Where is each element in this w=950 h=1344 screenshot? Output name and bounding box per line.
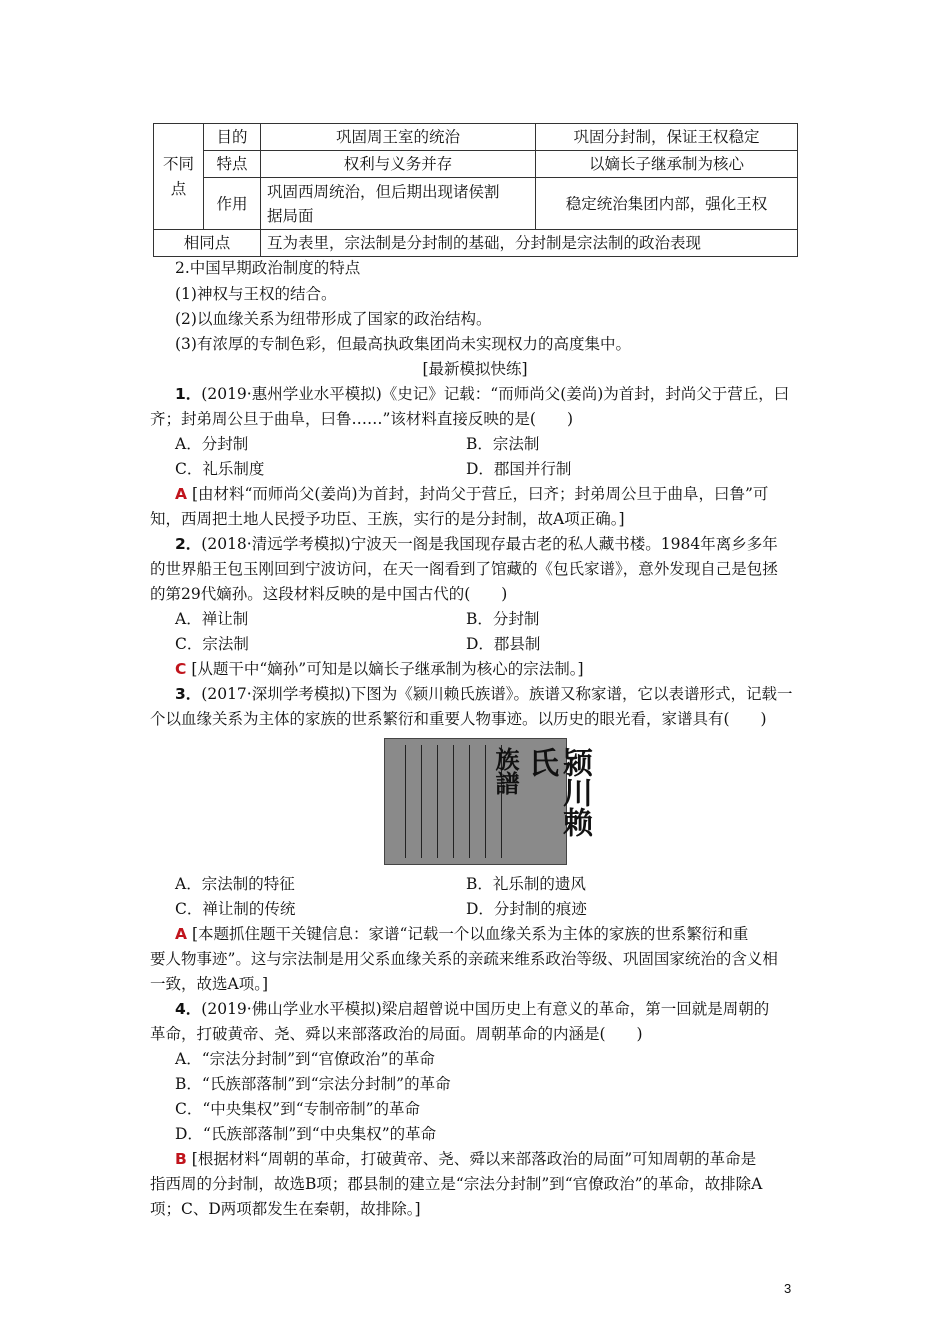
question-text: (2019·惠州学业水平模拟)《史记》记载：“而师尚父(姜尚)为首封，封尚父于营丘，曰 bbox=[201, 385, 790, 403]
table-row bbox=[154, 151, 798, 178]
row-label: 作用 bbox=[204, 178, 261, 230]
option-a: A．“宗法分封制”到“官僚政治”的革命 bbox=[175, 1050, 435, 1068]
question-1 bbox=[175, 382, 789, 406]
image-title-1: 颍川赖氏 bbox=[523, 747, 592, 837]
table-cell: 稳定统治集团内部，强化王权 bbox=[536, 178, 798, 230]
option-d: D．郡国并行制 bbox=[466, 460, 572, 478]
list-item: (1)神权与王权的结合。 bbox=[175, 285, 337, 303]
table-cell: 巩固分封制，保证王权稳定 bbox=[536, 124, 798, 151]
option-c: C．礼乐制度 bbox=[175, 460, 265, 478]
diff-label-cell bbox=[154, 124, 204, 230]
option-a: A．分封制 bbox=[175, 435, 249, 453]
answer-letter: A bbox=[175, 925, 187, 943]
table-row bbox=[154, 124, 798, 151]
option-d: D．分封制的痕迹 bbox=[466, 900, 587, 918]
explanation-text: 指西周的分封制，故选B项；郡县制的建立是“宗法分封制”到“官僚政治”的革命，故排除A bbox=[150, 1175, 763, 1193]
diff-label: 不同点 bbox=[162, 154, 194, 198]
question-number: 2． bbox=[175, 535, 202, 553]
explanation-text: [从题干中“嫡孙”可知是以嫡长子继承制为核心的宗法制。] bbox=[191, 660, 584, 678]
explanation bbox=[175, 922, 748, 946]
question-text: 个以血缘关系为主体的家族的世系繁衍和重要人物事迹。以历史的眼光看，家谱具有( ) bbox=[150, 710, 767, 728]
cell-line: 据局面 bbox=[267, 206, 314, 225]
image-title-2: 族譜 bbox=[491, 747, 520, 795]
question-number: 3． bbox=[175, 685, 202, 703]
page-number: 3 bbox=[784, 1281, 792, 1296]
option-d: D．“氏族部落制”到“中央集权”的革命 bbox=[175, 1125, 437, 1143]
table-cell: 巩固周王室的统治 bbox=[261, 124, 536, 151]
option-a: A．宗法制的特征 bbox=[175, 875, 295, 893]
list-item: (3)有浓厚的专制色彩，但最高执政集团尚未实现权力的高度集中。 bbox=[175, 335, 631, 353]
question-text: (2017·深圳学考模拟)下图为《颍川赖氏族谱》。族谱又称家谱，它以表谱形式，记载一 bbox=[201, 685, 793, 703]
explanation-text: [本题抓住题干关键信息：家谱“记载一个以血缘关系为主体的家族的世系繁衍和重 bbox=[191, 925, 749, 943]
question-2 bbox=[175, 532, 778, 556]
table-cell: 权利与义务并存 bbox=[261, 151, 536, 178]
explanation-text: 要人物事迹”。这与宗法制是用父系血缘关系的亲疏来维系政治等级、巩固国家统治的含义相 bbox=[150, 950, 778, 968]
explanation-text: 项；C、D两项都发生在秦朝，故排除。] bbox=[150, 1200, 421, 1218]
explanation-text: [由材料“而师尚父(姜尚)为首封，封尚父于营丘，曰齐；封弟周公旦于曲阜，曰鲁”可 bbox=[191, 485, 769, 503]
cell-line: 巩固西周统治，但后期出现诸侯割 bbox=[267, 182, 500, 201]
explanation bbox=[175, 482, 768, 506]
question-text: (2019·佛山学业水平模拟)梁启超曾说中国历史上有意义的革命，第一回就是周朝的 bbox=[201, 1000, 770, 1018]
same-text: 互为表里，宗法制是分封制的基础，分封制是宗法制的政治表现 bbox=[261, 230, 798, 257]
section-title: 2.中国早期政治制度的特点 bbox=[175, 259, 361, 277]
answer-letter: C bbox=[175, 660, 187, 678]
question-text: 的世界船王包玉刚回到宁波访问，在天一阁看到了馆藏的《包氏家谱》，意外发现自己是包拯 bbox=[150, 560, 778, 578]
genealogy-book-image bbox=[384, 738, 592, 865]
option-b: B．分封制 bbox=[466, 610, 540, 628]
table-cell bbox=[261, 178, 536, 230]
explanation bbox=[175, 1147, 756, 1171]
question-text: (2018·清远学考模拟)宁波天一阁是我国现存最古老的私人藏书楼。1984年离乡多年 bbox=[201, 535, 778, 553]
option-c: C．禅让制的传统 bbox=[175, 900, 296, 918]
question-text: 革命，打破黄帝、尧、舜以来部落政治的局面。周朝革命的内涵是( ) bbox=[150, 1025, 643, 1043]
explanation-text: [根据材料“周朝的革命，打破黄帝、尧、舜以来部落政治的局面”可知周朝的革命是 bbox=[191, 1150, 757, 1168]
comparison-table bbox=[153, 123, 798, 257]
table-cell: 以嫡长子继承制为核心 bbox=[536, 151, 798, 178]
explanation bbox=[175, 657, 584, 681]
option-b: B．宗法制 bbox=[466, 435, 540, 453]
question-number: 4． bbox=[175, 1000, 202, 1018]
explanation-text: 知，西周把土地人民授予功臣、王族，实行的是分封制，故A项正确。] bbox=[150, 510, 625, 528]
option-c: C．宗法制 bbox=[175, 635, 249, 653]
explanation-text: 一致，故选A项。] bbox=[150, 975, 268, 993]
question-text: 齐；封弟周公旦于曲阜，曰鲁……”该材料直接反映的是( ) bbox=[150, 410, 574, 428]
option-b: B．“氏族部落制”到“宗法分封制”的革命 bbox=[175, 1075, 451, 1093]
table-row bbox=[154, 230, 798, 257]
list-item: (2)以血缘关系为纽带形成了国家的政治结构。 bbox=[175, 310, 492, 328]
practice-heading: [最新模拟快练] bbox=[422, 360, 528, 378]
question-4 bbox=[175, 997, 769, 1021]
answer-letter: A bbox=[175, 485, 187, 503]
row-label: 特点 bbox=[204, 151, 261, 178]
question-3 bbox=[175, 682, 793, 706]
question-text: 的第29代嫡孙。这段材料反映的是中国古代的( ) bbox=[150, 585, 508, 603]
question-number: 1． bbox=[175, 385, 202, 403]
same-label: 相同点 bbox=[154, 230, 261, 257]
option-c: C．“中央集权”到“专制帝制”的革命 bbox=[175, 1100, 421, 1118]
option-d: D．郡县制 bbox=[466, 635, 541, 653]
row-label: 目的 bbox=[204, 124, 261, 151]
option-b: B．礼乐制的遗风 bbox=[466, 875, 586, 893]
option-a: A．禅让制 bbox=[175, 610, 249, 628]
answer-letter: B bbox=[175, 1150, 187, 1168]
table-row bbox=[154, 178, 798, 230]
